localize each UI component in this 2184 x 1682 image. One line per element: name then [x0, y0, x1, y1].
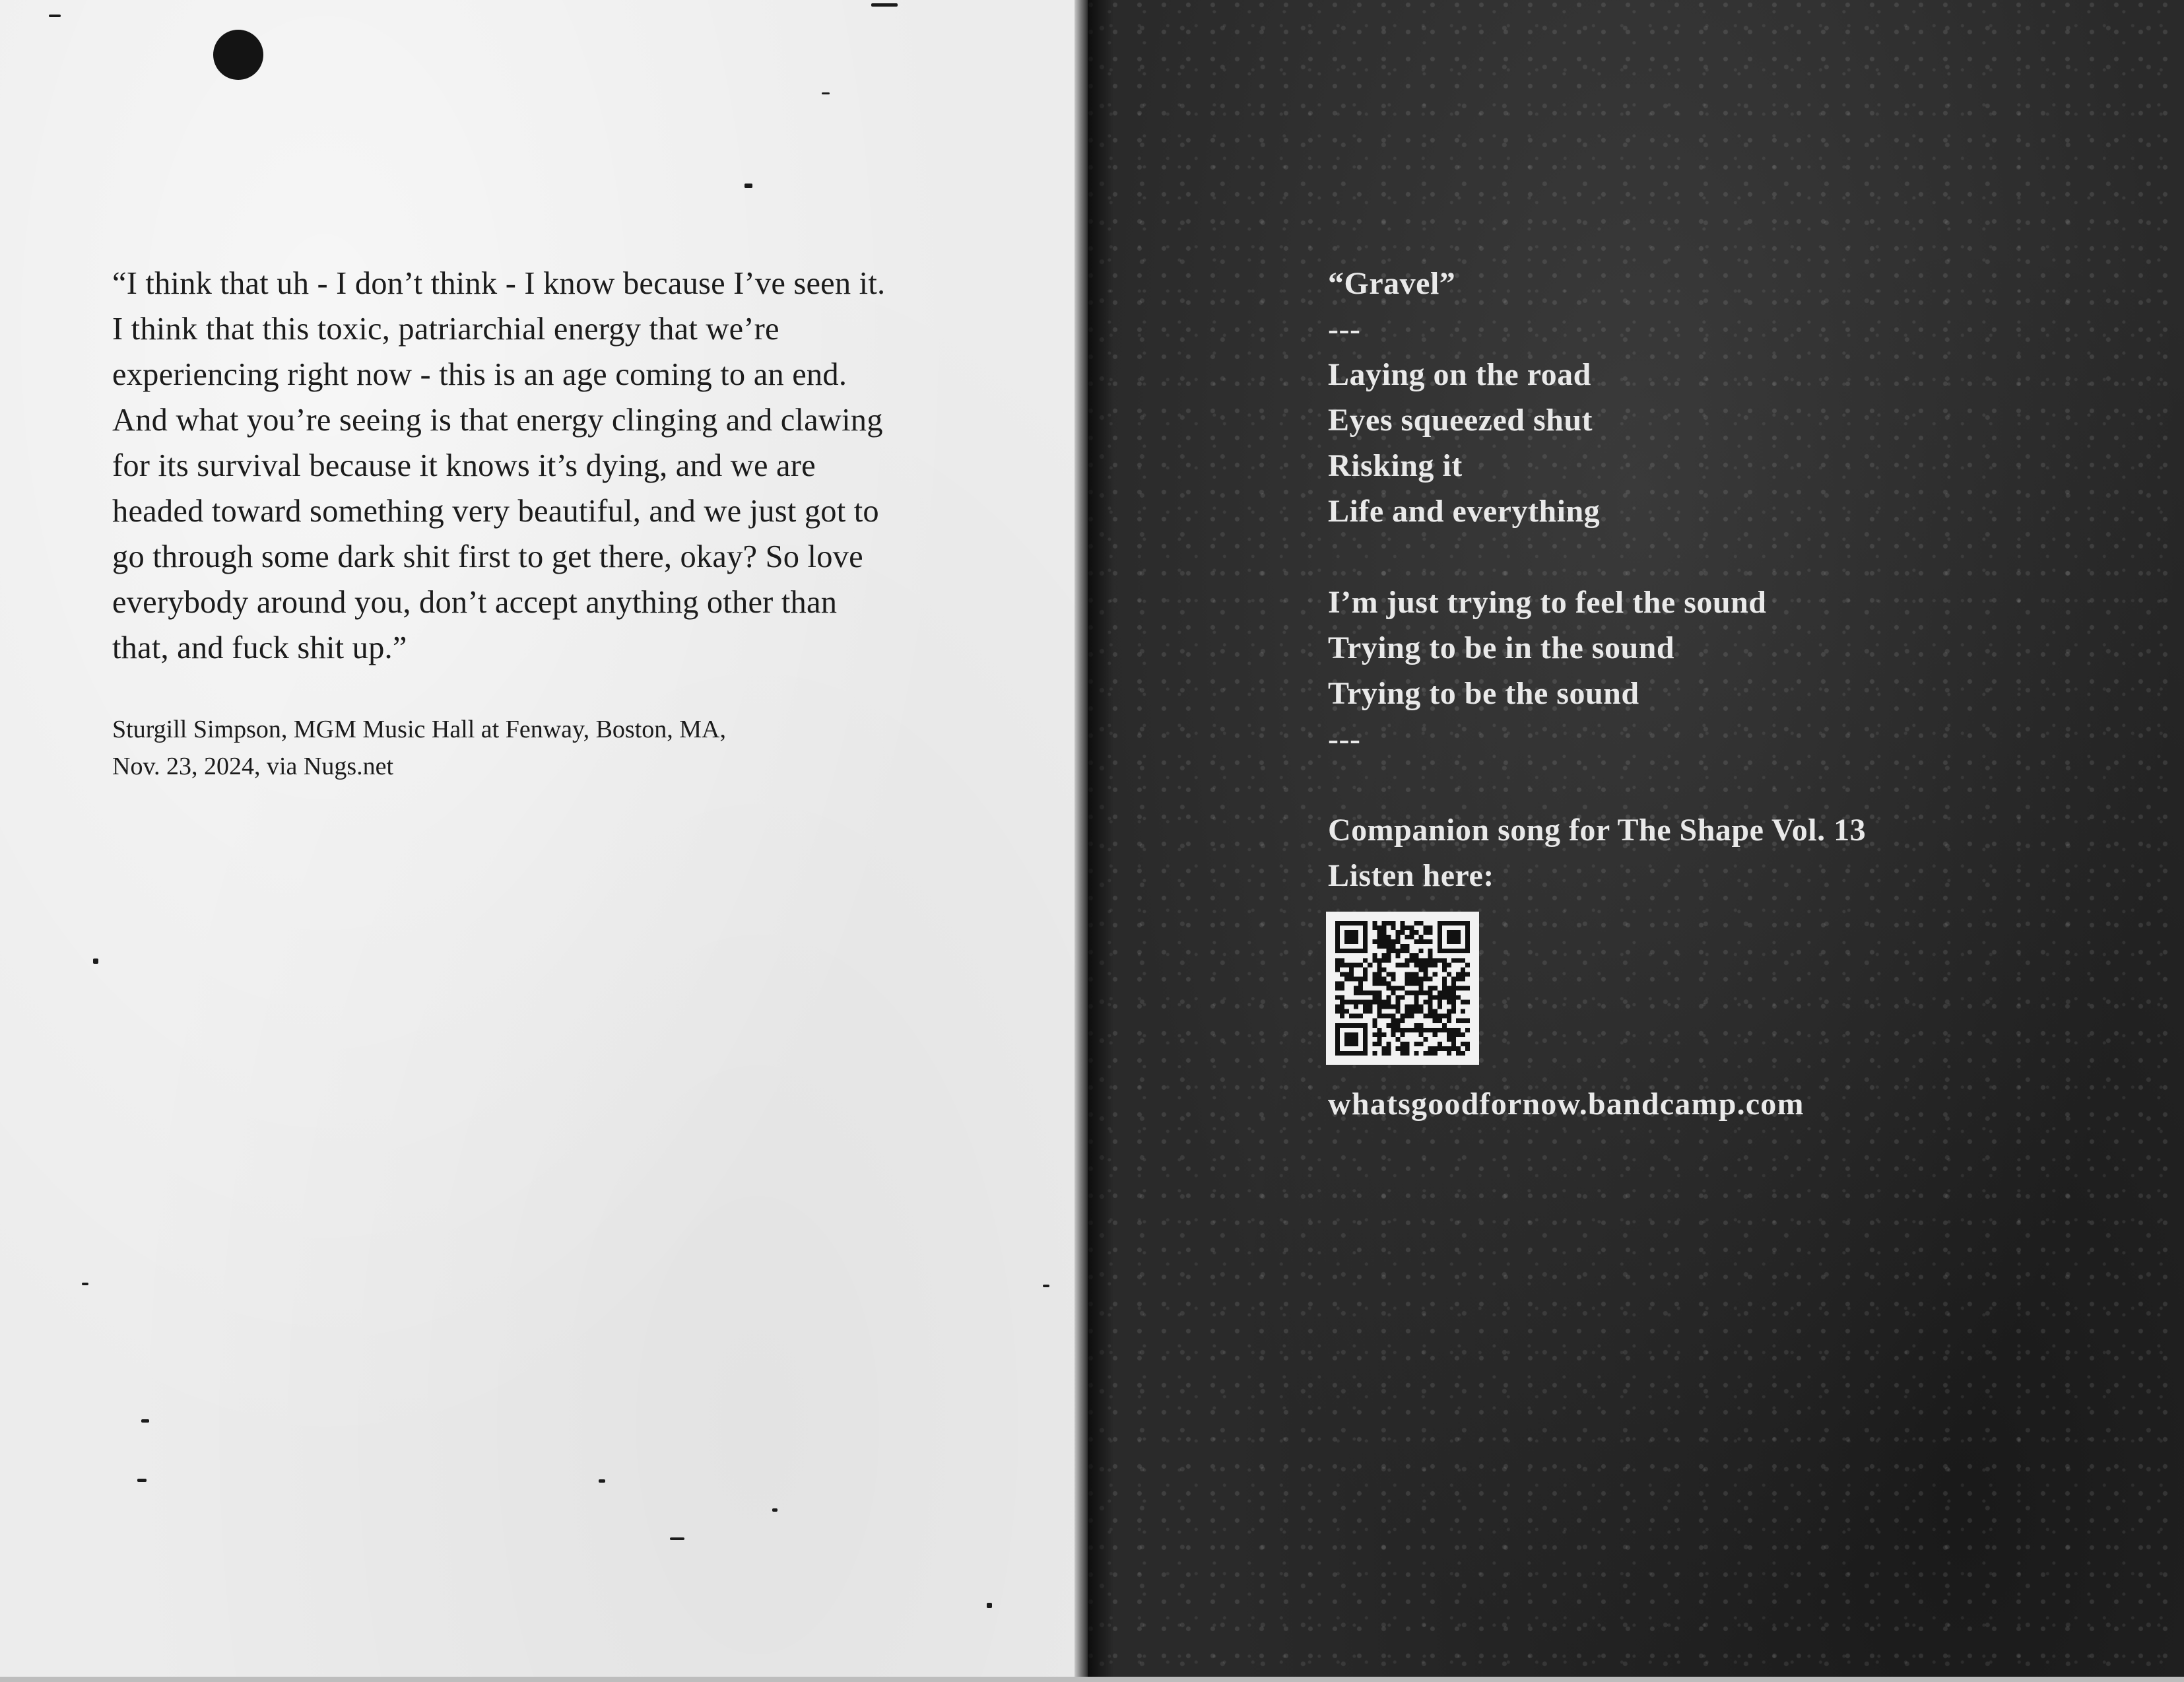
quote-line: headed toward something very beautiful, and we just got to: [112, 494, 879, 529]
right-page: [1088, 0, 2184, 1677]
qr-code-pattern: [1335, 921, 1470, 1056]
lyrics-spacer: [1328, 534, 1866, 580]
ink-speck: [871, 3, 898, 7]
quote-line: I think that this toxic, patriarchial energy that we’re: [112, 312, 779, 347]
companion-song-note: Companion song for The Shape Vol. 13: [1328, 813, 1867, 848]
left-page: [0, 0, 1082, 1677]
ink-speck: [1043, 1285, 1049, 1287]
punch-hole: [213, 30, 263, 80]
quote-line: “I think that uh - I don’t think - I know because I’ve seen it.: [112, 266, 886, 301]
lyrics-line: Risking it: [1328, 448, 1463, 483]
quote-line: experiencing right now - this is an age coming to an end.: [112, 357, 847, 392]
quote-line: everybody around you, don’t accept anything other than: [112, 585, 838, 620]
lyrics-line: Eyes squeezed shut: [1328, 403, 1593, 438]
quote-line: for its survival because it knows it’s dying, and we are: [112, 448, 816, 483]
qr-code-icon[interactable]: [1326, 912, 1479, 1065]
quote-text: [112, 261, 997, 671]
lyrics-spacer: [1328, 762, 1866, 807]
lyrics-line: Trying to be the sound: [1328, 676, 1639, 711]
ink-speck: [822, 92, 830, 94]
ink-speck: [670, 1537, 684, 1540]
lyrics-line: I’m just trying to feel the sound: [1328, 585, 1767, 620]
attribution-line: Nov. 23, 2024, via Nugs.net: [112, 753, 394, 780]
ink-speck: [745, 184, 752, 188]
ink-speck: [49, 15, 61, 17]
ink-speck: [772, 1508, 778, 1512]
listen-here-label: Listen here:: [1328, 858, 1494, 893]
quote-attribution: [112, 711, 997, 785]
lyrics-line: Laying on the road: [1328, 357, 1591, 392]
attribution-line: Sturgill Simpson, MGM Music Hall at Fenway, Boston, MA,: [112, 716, 726, 743]
quote-line: go through some dark shit first to get there, okay? So love: [112, 539, 863, 574]
ink-speck: [141, 1419, 149, 1423]
spine-shadow: [1088, 0, 1114, 1677]
ink-speck: [987, 1603, 992, 1608]
bandcamp-url[interactable]: whatsgoodfornow.bandcamp.com: [1328, 1087, 1804, 1122]
ink-speck: [599, 1479, 605, 1483]
ink-speck: [82, 1283, 88, 1285]
lyrics-divider: ---: [1328, 722, 1361, 757]
quote-line: And what you’re seeing is that energy clinging and clawing: [112, 403, 883, 438]
song-title: “Gravel”: [1328, 266, 1456, 301]
lyrics-divider: ---: [1328, 312, 1361, 347]
quote-line: that, and fuck shit up.”: [112, 630, 407, 665]
lyrics-line: Trying to be in the sound: [1328, 630, 1675, 665]
song-lyrics: [1328, 261, 1866, 898]
ink-speck: [93, 959, 98, 964]
lyrics-line: Life and everything: [1328, 494, 1601, 529]
page-bottom-edge: [0, 1677, 2184, 1682]
ink-speck: [137, 1479, 147, 1482]
